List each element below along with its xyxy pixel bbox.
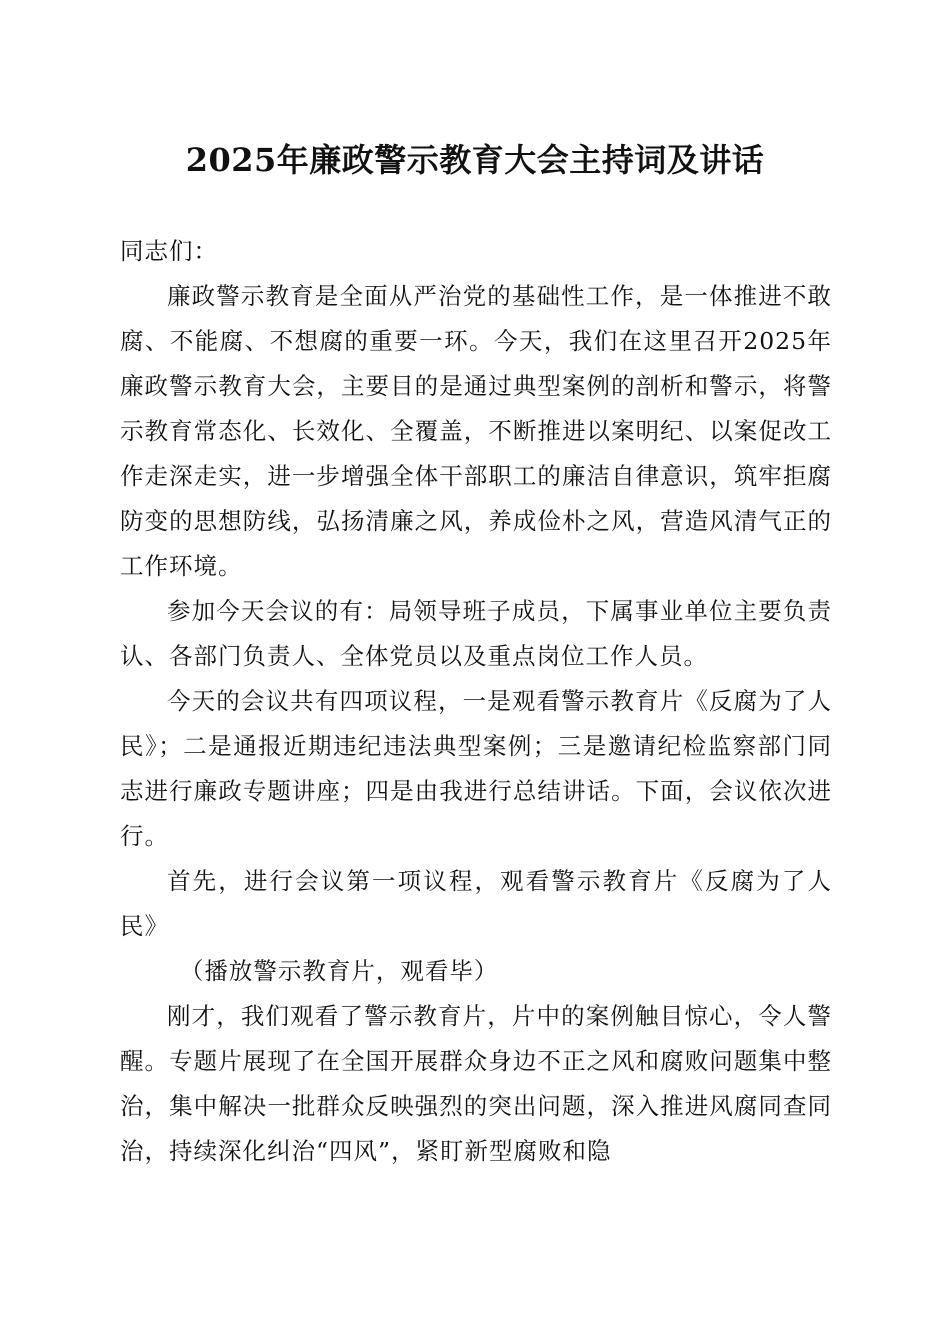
first-item-paragraph: 首先，进行会议第一项议程，观看警示教育片《反腐为了人民》 — [120, 867, 832, 940]
greeting-paragraph: 同志们： — [120, 237, 218, 265]
attendees-paragraph: 参加今天会议的有：局领导班子成员，下属事业单位主要负责认、各部门负责人、全体党员以及重点岗位工作人员。 — [120, 597, 832, 670]
intro-paragraph: 廉政警示教育是全面从严治党的基础性工作，是一体推进不敢腐、不能腐、不想腐的重要一环。今天，我们在这里召开2025年廉政警示教育大会，主要目的是通过典型案例的剖析和警示，将警示教育常态化、长效化、全覆盖，不断推进以案明纪、以案促改工作走深走实，进一步增强全体干部职工的廉洁自律意识，筑牢拒腐防变的思想防线，弘扬清廉之风，养成俭朴之风，营造风清气正的工作环境。 — [120, 282, 832, 580]
document-body — [120, 229, 832, 1174]
document-title: 2025年廉政警示教育大会主持词及讲话 — [185, 141, 765, 179]
reflection-paragraph: 刚才，我们观看了警示教育片，片中的案例触目惊心，令人警醒。专题片展现了在全国开展群众身边不正之风和腐败问题集中整治，集中解决一批群众反映强烈的突出问题，深入推进风腐同查同治，持续深化纠治“四风”，紧盯新型腐败和隐 — [120, 1002, 832, 1165]
stage-note-paragraph: （播放警示教育片，观看毕） — [179, 957, 499, 985]
agenda-paragraph: 今天的会议共有四项议程，一是观看警示教育片《反腐为了人民》；二是通报近期违纪违法典型案例；三是邀请纪检监察部门同志进行廉政专题讲座；四是由我进行总结讲话。下面，会议依次进行。 — [120, 687, 832, 850]
